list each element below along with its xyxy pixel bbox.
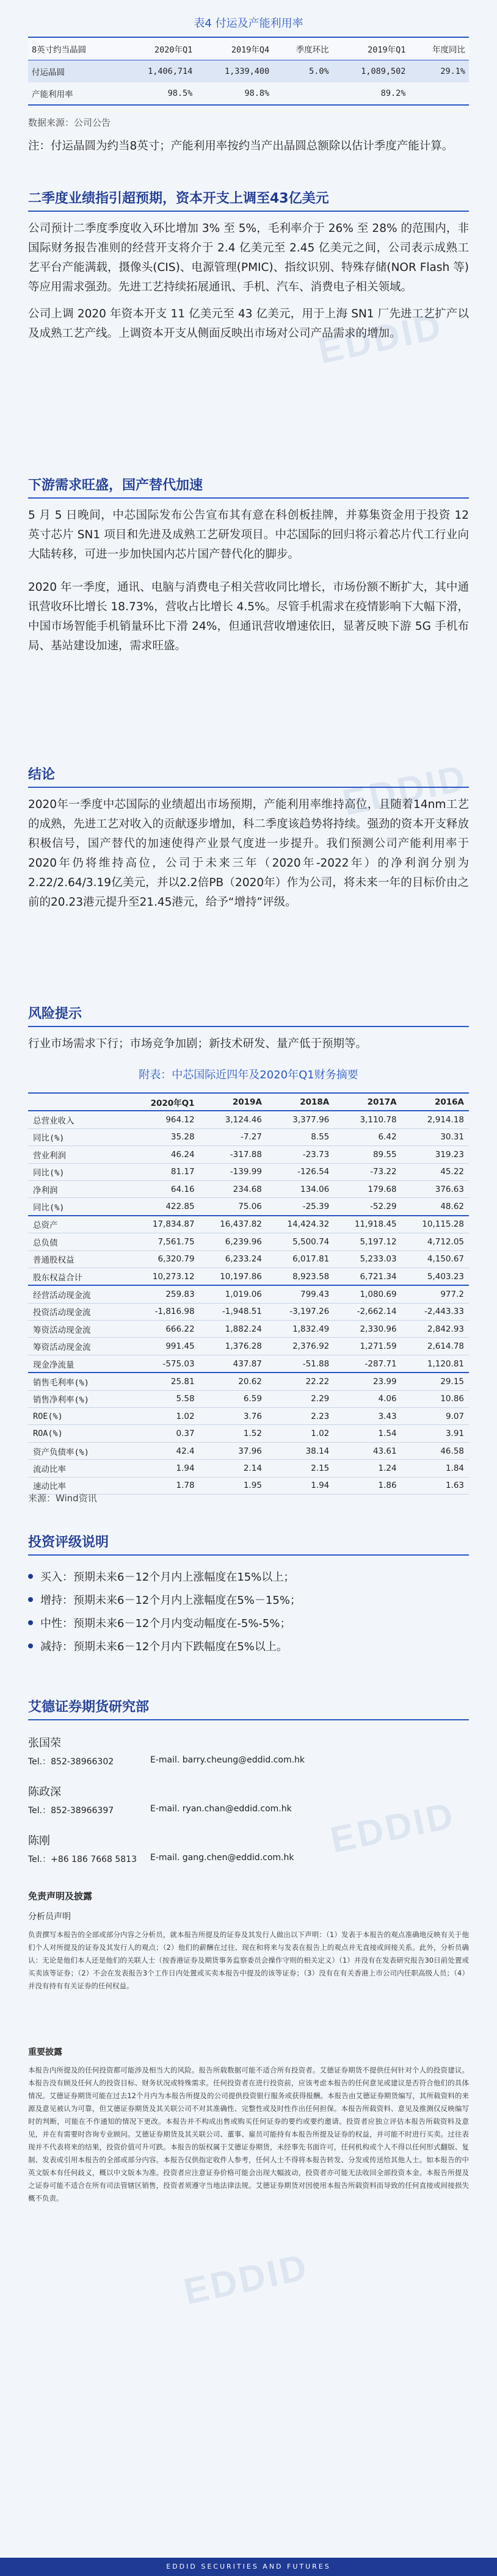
paragraph: 公司上调 2020 年资本开支 11 亿美元至 43 亿美元，用于上海 SN1 厂先进工艺扩产以及成熟工艺产线。上调资本开支从侧面反映出市场对公司产品需求的增加。 (28, 308, 469, 340)
table-header-row (28, 1093, 469, 1111)
header-cell: 2016A (402, 1093, 469, 1111)
table-row (28, 1373, 469, 1390)
table-cell: 75.06 (200, 1198, 267, 1216)
table-cell: -25.39 (267, 1198, 334, 1216)
paragraph: 行业市场需求下行；市场竞争加剧；新技术研发、量产低于预期等。 (28, 1037, 368, 1050)
table-cell: 6,320.79 (129, 1250, 200, 1268)
table-cell: 2,842.93 (402, 1321, 469, 1338)
table-cell: 134.06 (267, 1180, 334, 1197)
table-row (28, 1128, 469, 1145)
table-cell: 2.29 (267, 1390, 334, 1407)
row-label: 同比(%) (28, 1198, 129, 1216)
row-label: ROE(%) (28, 1408, 129, 1425)
table-cell: 25.81 (129, 1373, 200, 1390)
table-cell: 89.55 (334, 1146, 401, 1163)
shipment-table (28, 37, 469, 106)
table-cell: -51.88 (267, 1355, 334, 1373)
table-row (28, 1321, 469, 1338)
table-cell: 64.16 (129, 1180, 200, 1197)
table-cell: 5,233.03 (334, 1250, 401, 1268)
analyst-email[interactable]: E-mail. gang.chen@eddid.com.hk (150, 1853, 294, 1863)
table-cell: 89.2% (333, 82, 410, 105)
table-cell: 16,437.82 (200, 1216, 267, 1233)
list-item: 中性：预期未来6－12个月内变动幅度在-5%-5%； (40, 1617, 291, 1630)
table-cell: 3.43 (334, 1408, 401, 1425)
row-label: 总负债 (28, 1233, 129, 1250)
analyst-name: 张国荣 (28, 1737, 61, 1750)
table-cell: -317.88 (200, 1146, 267, 1163)
table-cell: -287.71 (334, 1355, 401, 1373)
table-row (28, 1338, 469, 1355)
row-label: 同比(%) (28, 1163, 129, 1180)
table-cell: 2,914.18 (402, 1111, 469, 1128)
table-row (28, 1460, 469, 1477)
table-cell: 2.14 (200, 1460, 267, 1477)
analyst-email[interactable]: E-mail. barry.cheung@eddid.com.hk (150, 1755, 305, 1765)
table-row (28, 1303, 469, 1320)
table-row (28, 1163, 469, 1180)
table-cell (273, 82, 333, 105)
row-label: 总营业收入 (28, 1111, 129, 1128)
data-source: 来源：Wind资讯 (28, 1493, 97, 1504)
section-title: 结论 (28, 764, 469, 788)
header-cell: 2020年Q1 (129, 1093, 200, 1111)
table-cell: 10.86 (402, 1390, 469, 1407)
table-cell: 20.62 (200, 1373, 267, 1390)
table-cell: 1,376.28 (200, 1338, 267, 1355)
analyst-tel: Tel.：852-38966397 (28, 1806, 114, 1816)
table-cell: 1,271.59 (334, 1338, 401, 1355)
paragraph: 公司预计二季度季度收入环比增加 3% 至 5%，毛利率介于 26% 至 28% 的范围内，非国际财务报告准则的经营开支将介于 2.4 亿美元至 2.45 亿美元之间，公司表示成熟工艺平台产能满载，摄像头(CIS)、电源管理(PMIC)、指纹识别、特殊存储(NOR Flash 等)等应用需求强劲。先进工艺持续拓展通讯、手机、汽车、消费电子相关领域。 (28, 222, 469, 294)
list-item: 买入：预期未来6－12个月内上涨幅度在15%以上； (40, 1571, 295, 1584)
disclaimer-subtitle: 重要披露 (28, 2047, 62, 2057)
table-cell: 1.78 (129, 1477, 200, 1494)
section-conclusion (28, 764, 469, 912)
table-cell: 1,832.49 (267, 1321, 334, 1338)
table-cell: 1.94 (267, 1477, 334, 1494)
table-cell: 8,923.58 (267, 1268, 334, 1285)
table-cell: 2.23 (267, 1408, 334, 1425)
section-risk (28, 1003, 469, 1054)
disclaimer-title: 免责声明及披露 (28, 1891, 93, 1902)
row-label: 经营活动现金流 (28, 1285, 129, 1303)
table-cell: 437.87 (200, 1355, 267, 1373)
section-title: 投资评级说明 (28, 1532, 469, 1556)
paragraph: 5 月 5 日晚间，中芯国际发布公告宣布其有意在科创板挂牌，并募集资金用于投资 12 英寸芯片 SN1 项目和先进及成熟工艺研发项目。中芯国际的回归将示着芯片代工行业向大陆转移，可进一步加快国内芯片国产替代化的脚步。 (28, 509, 469, 561)
row-label: ROA(%) (28, 1425, 129, 1442)
table-cell: 6.42 (334, 1128, 401, 1145)
table-cell: -1,948.51 (200, 1303, 267, 1320)
bullet-icon (28, 1597, 33, 1602)
table-cell: 1.84 (402, 1460, 469, 1477)
table-cell (409, 82, 469, 105)
row-label: 股东权益合计 (28, 1268, 129, 1285)
table-cell: -575.03 (129, 1355, 200, 1373)
table-note: 注：付运晶圆为约当8英寸；产能利用率按约当产出晶圆总额除以估计季度产能计算。 (28, 140, 454, 153)
table-cell: 14,424.32 (267, 1216, 334, 1233)
row-label: 普通股权益 (28, 1250, 129, 1268)
header-cell: 2019A (200, 1093, 267, 1111)
table-cell: -52.29 (334, 1198, 401, 1216)
header-cell: 2018A (267, 1093, 334, 1111)
bullet-icon (28, 1643, 33, 1648)
table-cell: 5,197.12 (334, 1233, 401, 1250)
table-cell: 1.24 (334, 1460, 401, 1477)
list-item: 减持：预期未来6－12个月内下跌幅度在5%以上。 (40, 1640, 288, 1653)
table-cell: 29.1% (409, 60, 469, 83)
table-row (28, 82, 469, 105)
watermark-logo: EDDID (314, 305, 447, 372)
table-cell: -23.73 (267, 1146, 334, 1163)
table-row (28, 1146, 469, 1163)
table-cell: 46.24 (129, 1146, 200, 1163)
bullet-icon (28, 1574, 33, 1579)
table-cell: 2,376.92 (267, 1338, 334, 1355)
table-cell: 4,712.05 (402, 1233, 469, 1250)
table-cell: 376.63 (402, 1180, 469, 1197)
table-cell: 5,403.23 (402, 1268, 469, 1285)
table-cell: 81.17 (129, 1163, 200, 1180)
table-cell: 1,089,502 (333, 60, 410, 83)
row-label: 筹资活动现金流 (28, 1338, 129, 1355)
section-title: 风险提示 (28, 1003, 469, 1027)
table-cell: 4.06 (334, 1390, 401, 1407)
table-cell: 45.22 (402, 1163, 469, 1180)
table-cell: 1.02 (129, 1408, 200, 1425)
row-label: 速动比率 (28, 1477, 129, 1494)
table-cell: 22.22 (267, 1373, 334, 1390)
section-q2-guidance (28, 188, 469, 344)
header-cell: 季度环比 (273, 37, 333, 60)
table-cell: 2,614.78 (402, 1338, 469, 1355)
row-label: 现金净流量 (28, 1355, 129, 1373)
table-row (28, 1442, 469, 1459)
table-cell: 1.86 (334, 1477, 401, 1494)
analyst-tel: Tel.：852-38966302 (28, 1757, 114, 1767)
paragraph: 2020 年一季度，通讯、电脑与消费电子相关营收同比增长，市场份额不断扩大，其中通讯营收环比增长 18.73%，营收占比增长 4.5%。尽管手机需求在疫情影响下大幅下滑，中国市场智能手机销量环比下滑 24%，但通讯营收增速依旧，显著反映下游 5G 手机布局、基站建设加速，需求旺盛。 (28, 581, 469, 652)
row-label: 同比(%) (28, 1128, 129, 1145)
table-cell: 46.58 (402, 1442, 469, 1459)
table-row (28, 1355, 469, 1373)
table-cell: 7,561.75 (129, 1233, 200, 1250)
table-cell: -3,197.26 (267, 1303, 334, 1320)
header-cell: 年度同比 (409, 37, 469, 60)
table-cell: -126.54 (267, 1163, 334, 1180)
list-item: 增持：预期未来6－12个月内上涨幅度在5%－15%； (40, 1594, 301, 1607)
analyst-email[interactable]: E-mail. ryan.chan@eddid.com.hk (150, 1804, 292, 1814)
table-cell: 产能利用率 (28, 82, 119, 105)
table-cell: 35.28 (129, 1128, 200, 1145)
table-cell: 10,115.28 (402, 1216, 469, 1233)
table-cell: 5.58 (129, 1390, 200, 1407)
header-cell: 8英寸约当晶圆 (28, 37, 119, 60)
table-cell: 1.95 (200, 1477, 267, 1494)
header-cell (28, 1093, 129, 1111)
row-label: 筹资活动现金流 (28, 1321, 129, 1338)
table-cell: 5.0% (273, 60, 333, 83)
table-cell: -139.99 (200, 1163, 267, 1180)
table-cell: 付运晶圆 (28, 60, 119, 83)
table-cell: 6,721.34 (334, 1268, 401, 1285)
disclaimer-subtitle: 分析员声明 (28, 1912, 71, 1922)
analyst-name: 陈刚 (28, 1835, 50, 1847)
section-title: 艾德证券期货研究部 (28, 1697, 469, 1720)
table-cell: 29.15 (402, 1373, 469, 1390)
table-row (28, 1390, 469, 1407)
table-cell: 666.22 (129, 1321, 200, 1338)
section-title: 下游需求旺盛，国产替代加速 (28, 475, 469, 499)
table-row (28, 1233, 469, 1250)
disclaimer-paragraph: 负责撰写本报告的全部或部分内容之分析员，就本报告所提及的证券及其发行人做出以下声明：（1）发表于本报告的观点准确地反映有关于他们个人对所提及的证券及其发行人的观点；（2）他们的薪酬在过往、现在和将来与发表在报告上的观点并无直接或间接关系。此外，分析员确认：无论是他们本人还是他们的关联人士（按香港证券及期货事务监察委员会操作守则的相关定义）（1）并没有在发表研究报告30日前处置或买卖该等证券；（2）不会在发表报告3个工作日内处置或买卖本报告中提及的该等证券；（3）没有在有关香港上市公司内任职高级人员；（4）并没有持有有关证券的任何权益。 (28, 1930, 469, 1990)
table-row (28, 1198, 469, 1216)
header-cell: 2017A (334, 1093, 401, 1111)
table-cell: 799.43 (267, 1285, 334, 1303)
header-cell: 2019年Q1 (333, 37, 410, 60)
table-cell: 6,239.96 (200, 1233, 267, 1250)
row-label: 销售毛利率(%) (28, 1373, 129, 1390)
watermark-logo: EDDID (339, 757, 471, 823)
table-cell: 6.59 (200, 1390, 267, 1407)
row-label: 营业利润 (28, 1146, 129, 1163)
table-cell: 3,110.78 (334, 1111, 401, 1128)
table-row (28, 1250, 469, 1268)
table-cell: 8.55 (267, 1128, 334, 1145)
table-row (28, 1285, 469, 1303)
section-rating (28, 1532, 469, 1556)
data-source: 数据来源：公司公告 (28, 117, 111, 128)
table-cell: 42.4 (129, 1442, 200, 1459)
header-cell: 2020年Q1 (119, 37, 196, 60)
table-cell: 10,197.86 (200, 1268, 267, 1285)
table-row (28, 60, 469, 83)
paragraph: 2020年一季度中芯国际的业绩超出市场预期，产能利用率维持高位，且随着14nm工艺的成熟，先进工艺对收入的贡献逐步增加，科二季度该趋势将持续。强劲的资本开支释放积极信号，国产替代的加速使得产业景气度进一步提升。我们预测公司产能利用率于2020年仍将维持高位，公司于未来三年（2020年-2022年）的净利润分别为2.22/2.64/3.19亿美元，并以2.2倍PB（2020年）作为公司，将未来一年的目标价由之前的20.23港元提升至21.45港元，给予“增持”评级。 (28, 798, 469, 909)
section-title: 二季度业绩指引超预期，资本开支上调至43亿美元 (28, 188, 469, 212)
watermark-logo: EDDID (327, 1794, 459, 1861)
table-cell: 2.15 (267, 1460, 334, 1477)
table-cell: 37.96 (200, 1442, 267, 1459)
table-cell: 1,339,400 (196, 60, 273, 83)
table-cell: 3,377.96 (267, 1111, 334, 1128)
table-cell: 179.68 (334, 1180, 401, 1197)
table-cell: 259.83 (129, 1285, 200, 1303)
table-cell: 3.91 (402, 1425, 469, 1442)
table-cell: 98.5% (119, 82, 196, 105)
row-label: 总资产 (28, 1216, 129, 1233)
table-row (28, 1268, 469, 1285)
table-cell: 38.14 (267, 1442, 334, 1459)
table-cell: 48.62 (402, 1198, 469, 1216)
row-label: 资产负债率(%) (28, 1442, 129, 1459)
table-cell: 1.54 (334, 1425, 401, 1442)
table-cell: -2,662.14 (334, 1303, 401, 1320)
section-demand (28, 475, 469, 656)
table-row (28, 1408, 469, 1425)
table-row (28, 1216, 469, 1233)
section-institute (28, 1697, 469, 1720)
disclaimer-paragraph: 本报告内所提及的任何投资都可能涉及相当大的风险。报告所载数据可能不适合所有投资者。艾德证券期货不提供任何针对个人的投资建议。本报告没有顾及任何人的投资目标、财务状况或特殊需求。任何投资者在进行投资前，应该考虑本报告的任何意见或建议是否符合他们的具体情况。艾德证券期货可能在过去12个月内为本报告所提及的公司提供投资银行服务或获得报酬。本报告由艾德证券期货编写，其所载资料的来源及意见被认为可靠，但艾德证券期货及其关联公司不对其准确性、完整性或及时性作出任何担保。本报告所载资料、意见及推测仅反映编写时的判断，可能在不作通知的情况下更改。本报告并不构成出售或购买任何证券的要约或要约邀请。投资者应独立评估本报告所载资料及意见，并在有需要时咨询专业顾问。艾德证券期货及其关联公司、董事、雇员可能持有本报告所提及证券的权益，并可能不时进行买卖。过往表现并不代表将来的结果，投资价值可升可跌。本报告的版权属于艾德证券期货，未经事先书面许可，任何机构或个人不得以任何形式翻版、复制、发表或引用本报告的全部或部分内容。本报告仅供指定收件人参考，任何人士不得将本报告转发、分发或传送给其他人士。如本报告的中英文版本有任何歧义，概以中文版本为准。投资者应注意证券价格可能会出现大幅波动，投资者亦可能无法收回全部投资本金。本报告所提及之证券可能不适合在所有司法管辖区销售，投资者须遵守当地法律法规。艾德证券期货对因使用本报告所载资料而导致的任何直接或间接损失概不负责。 (28, 2066, 469, 2203)
table-cell: 2,330.96 (334, 1321, 401, 1338)
table-cell: -2,443.33 (402, 1303, 469, 1320)
bullet-icon (28, 1620, 33, 1625)
table-row (28, 1180, 469, 1197)
table-cell: 964.12 (129, 1111, 200, 1128)
watermark-logo: EDDID (180, 2246, 313, 2312)
table-cell: 17,834.87 (129, 1216, 200, 1233)
table-cell: 1.52 (200, 1425, 267, 1442)
table-cell: 991.45 (129, 1338, 200, 1355)
table-cell: 1,406,714 (119, 60, 196, 83)
table-cell: 9.07 (402, 1408, 469, 1425)
table-cell: 1,120.81 (402, 1355, 469, 1373)
table-cell: 1.02 (267, 1425, 334, 1442)
row-label: 流动比率 (28, 1460, 129, 1477)
table-cell: 23.99 (334, 1373, 401, 1390)
table-cell: 1,019.06 (200, 1285, 267, 1303)
table-cell: 977.2 (402, 1285, 469, 1303)
analyst-tel: Tel.：+86 186 7668 5813 (28, 1855, 137, 1864)
table-cell: 11,918.45 (334, 1216, 401, 1233)
table-header-row (28, 37, 469, 60)
table-cell: 1.94 (129, 1460, 200, 1477)
table-cell: 1,080.69 (334, 1285, 401, 1303)
table-cell: 6,017.81 (267, 1250, 334, 1268)
table-cell: 10,273.12 (129, 1268, 200, 1285)
header-cell: 2019年Q4 (196, 37, 273, 60)
table-cell: 30.31 (402, 1128, 469, 1145)
row-label: 销售净利率(%) (28, 1390, 129, 1407)
table-cell: 5,500.74 (267, 1233, 334, 1250)
table-row (28, 1425, 469, 1442)
fin-table-caption: 附表：中芯国际近四年及2020年Q1财务摘要 (139, 1069, 358, 1081)
table-cell: 3.76 (200, 1408, 267, 1425)
analyst-name: 陈政深 (28, 1786, 61, 1799)
table-cell: 1,882.24 (200, 1321, 267, 1338)
table4-caption: 表4 付运及产能利用率 (194, 17, 303, 30)
table-cell: -1,816.98 (129, 1303, 200, 1320)
table-cell: 422.85 (129, 1198, 200, 1216)
table-row (28, 1111, 469, 1128)
table-cell: 98.8% (196, 82, 273, 105)
table-cell: -73.22 (334, 1163, 401, 1180)
table-cell: 4,150.67 (402, 1250, 469, 1268)
table-cell: 319.23 (402, 1146, 469, 1163)
row-label: 净利润 (28, 1180, 129, 1197)
table-cell: 234.68 (200, 1180, 267, 1197)
row-label: 投资活动现金流 (28, 1303, 129, 1320)
table-cell: 3,124.46 (200, 1111, 267, 1128)
table-cell: 43.61 (334, 1442, 401, 1459)
page-footer: EDDID SECURITIES AND FUTURES (0, 2558, 497, 2576)
table-cell: 0.37 (129, 1425, 200, 1442)
financial-summary-table (28, 1092, 469, 1495)
table-cell: 6,233.24 (200, 1250, 267, 1268)
table-cell: -7.27 (200, 1128, 267, 1145)
table-cell: 1.63 (402, 1477, 469, 1494)
